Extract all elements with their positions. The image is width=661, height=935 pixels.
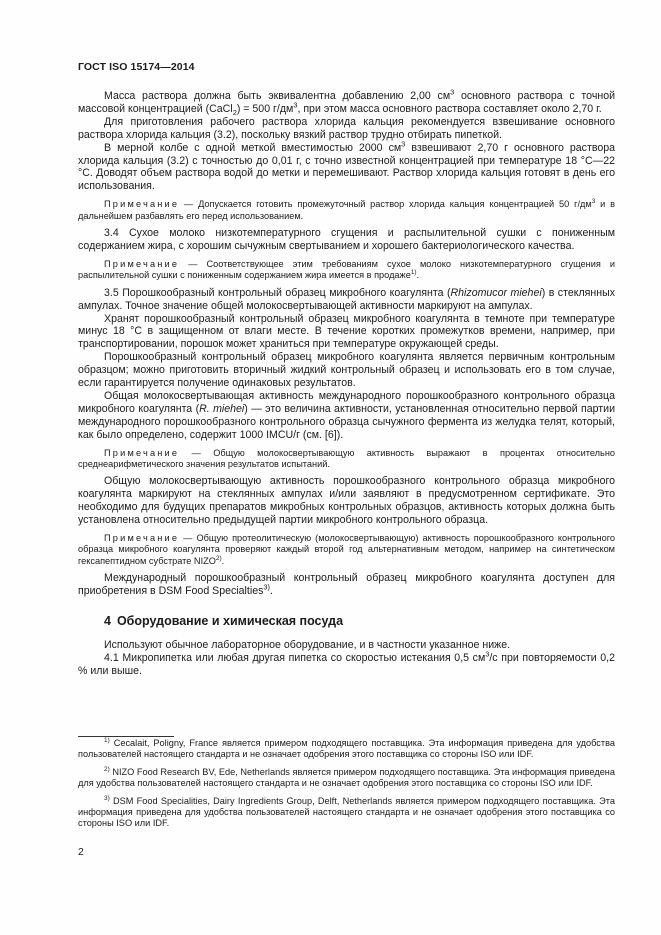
note-label: Примечание — [104, 447, 180, 458]
superscript: 3 — [293, 100, 298, 110]
note-4 — [78, 533, 615, 567]
superscript: 3 — [401, 139, 406, 149]
note-text: и в дальнейшем разбавлять его перед использованием. — [78, 199, 615, 221]
note-2 — [78, 259, 615, 282]
subscript: 2 — [232, 108, 237, 118]
note-3 — [78, 448, 615, 471]
note-label: Примечание — [104, 199, 180, 210]
footnote-ref: 2) — [215, 554, 222, 562]
text-run: /с при повторяемости 0,2 % или выше. — [78, 651, 615, 677]
species-name: Rhizomucor miehei — [450, 286, 542, 299]
text-run: ) = 500 г/дм — [236, 102, 294, 115]
text-run: взвешивают 2,70 г основного раствора хлорида кальция (3.2) с точностью до 0,01 г, с точно известной концентрацией при температуре 18 °С—22 °С. Доводят объем раствора водой до метки и перемешивают. Раствор хлорида кальция готовят в день его использования. — [78, 141, 615, 193]
text-run: ) в стеклянных ампулах. Точное значение общей молокосвертывающей активности маркируют на ампулах. — [78, 286, 616, 312]
footnote-ref: 1) — [410, 269, 417, 277]
paragraph-labeling: Общую молокосвертывающую активность порошкообразного контрольного образца микробного коагулянта маркируют на стеклянных ампулах и/или заявляют в предусмотренном сертификате. Это необходимо для будущих препаратов микробных контрольных образцов, активность которых должна быть установлена относительно предыдущей партии микробного контрольного образца. — [78, 475, 615, 527]
text-run: Общая молокосвертывающая активность международного порошкообразного контрольного образца микробного коагулянта ( — [78, 389, 615, 415]
note-text: . — [221, 555, 225, 566]
paragraph-solution-mass — [78, 87, 615, 118]
text-run: 3.5 Порошкообразный контрольный образец микробного коагулянта ( — [104, 286, 451, 299]
note-text: . — [416, 270, 420, 281]
section-title: Оборудование и химическая посуда — [116, 614, 344, 629]
note-text: — Общую молокосвертывающую активность выражают в процентах относительно среднеарифметического значения результатов испытаний. — [78, 447, 615, 469]
note-text: — Общую протеолитическую (молокосвертывающую) активность порошкообразного контрольного образца микробного коагулянта проверяют каждый второй год альтернативным методом, например на синтетическом гексапептидном субстрате NIZO — [78, 533, 615, 566]
section-heading — [104, 615, 615, 628]
document-header: ГОСТ ISO 15174—2014 — [78, 61, 195, 73]
footnote-separator — [78, 736, 174, 737]
paragraph-primary-sample: Порошкообразный контрольный образец микробного коагулянта является первичным контрольным образцом; можно приготовить вторичный жидкий контрольный образец и использовать его в том случае, если гарантируется получение одинаковых результатов. — [78, 351, 615, 390]
paragraph-total-activity — [78, 390, 615, 442]
footnote-mark: 1) — [104, 736, 110, 744]
footnote-mark: 2) — [104, 765, 110, 773]
section-number: 4 — [104, 614, 111, 629]
superscript: 3 — [485, 649, 490, 659]
text-run: Масса раствора должна быть эквивалентна добавлению 2,00 см — [104, 90, 451, 102]
note-label: Примечание — [104, 533, 180, 543]
paragraph-weighing: Для приготовления рабочего раствора хлорида кальция рекомендуется взвешивание основного раствора хлорида кальция (3.2), поскольку вязкий раствор трудно отбирать пипеткой. — [78, 115, 615, 141]
note-1 — [78, 199, 615, 222]
superscript: 3 — [591, 198, 596, 206]
text-run: , при этом масса основного раствора составляет около 2,70 г. — [297, 102, 602, 115]
page-number: 2 — [78, 846, 84, 858]
text-run: ) — это величина активности, установленная относительно первой партии международного порошкообразного контрольного образца сычужного фермента из желудка телят, который, как было определено, содержит 1000 IMCU/г (см. [6]). — [78, 402, 615, 441]
paragraph-volumetric-flask — [78, 139, 615, 194]
paragraph-3-4: 3.4 Сухое молоко низкотемпературного сгущения и распылительной сушки с пониженным содержанием жира, с хорошим сычужным свертыванием и хорошего бактериологического качества. — [78, 227, 615, 252]
superscript: 3 — [450, 87, 455, 97]
footnote-ref: 3) — [263, 582, 270, 592]
text-run: Международный порошкообразный контрольный образец микробного коагулянта доступен для приобретения в DSM Food Specialties — [78, 572, 615, 598]
text-run: В мерной колбе с одной меткой вместимостью 2000 см — [104, 141, 402, 154]
paragraph-3-5 — [78, 287, 615, 313]
text-run: . — [269, 585, 273, 598]
paragraph-availability — [78, 572, 615, 598]
text-run: основного раствора с точной массовой концентрацией (CaCl — [78, 90, 615, 115]
paragraph-storage: Хранят порошкообразный контрольный образец микробного коагулянта в темноте при температуре минус 18 °С в защищенном от влаги месте. В течение коротких промежутков времени, например, при транспортировании, порошок может храниться при температуре окружающей среды. — [78, 312, 615, 351]
footnote-1 — [78, 738, 615, 761]
footnote-3 — [78, 796, 615, 830]
species-name: R. miehei — [199, 402, 245, 415]
paragraph-equipment-intro: Используют обычное лабораторное оборудование, и в частности указанное ниже. — [104, 638, 511, 651]
note-text: — Соответствующее этим требованиям сухое молоко низкотемпературного сгущения и распылительной сушки с пониженным содержанием жира имеется в продаже — [78, 258, 615, 281]
note-label: Примечание — [104, 258, 180, 269]
footnote-mark: 3) — [104, 794, 110, 802]
text-run: 4.1 Микропипетка или любая другая пипетка со скоростью истекания 0,5 см — [104, 651, 486, 664]
footnotes — [78, 738, 615, 836]
document-body — [78, 87, 616, 678]
footnote-text: Cecalait, Poligny, France является примером подходящего поставщика. Эта информация приведена для удобства пользователей настоящего стандарта и не означает одобрения этого поставщика со стороны ISO или IDF. — [78, 738, 615, 760]
note-text: — Допускается готовить промежуточный раствор хлорида кальция концентрацией 50 г/дм — [179, 199, 592, 210]
footnote-2 — [78, 767, 615, 790]
footnote-text: NIZO Food Research BV, Ede, Netherlands является примером подходящего поставщика. Эта информация приведена для удобства пользователей настоящего стандарта и не означает одобрения этого поставщика со стороны ISO или IDF. — [78, 766, 615, 789]
paragraph-4-1 — [78, 649, 615, 678]
footnote-text: DSM Food Specialities, Dairy Ingredients Group, Delft, Netherlands является примером подходящего поставщика. Эта информация приведена для удобства пользователей настоящего стандарта и не означает одобрения этого поставщика со стороны ISO или IDF. — [78, 795, 615, 829]
